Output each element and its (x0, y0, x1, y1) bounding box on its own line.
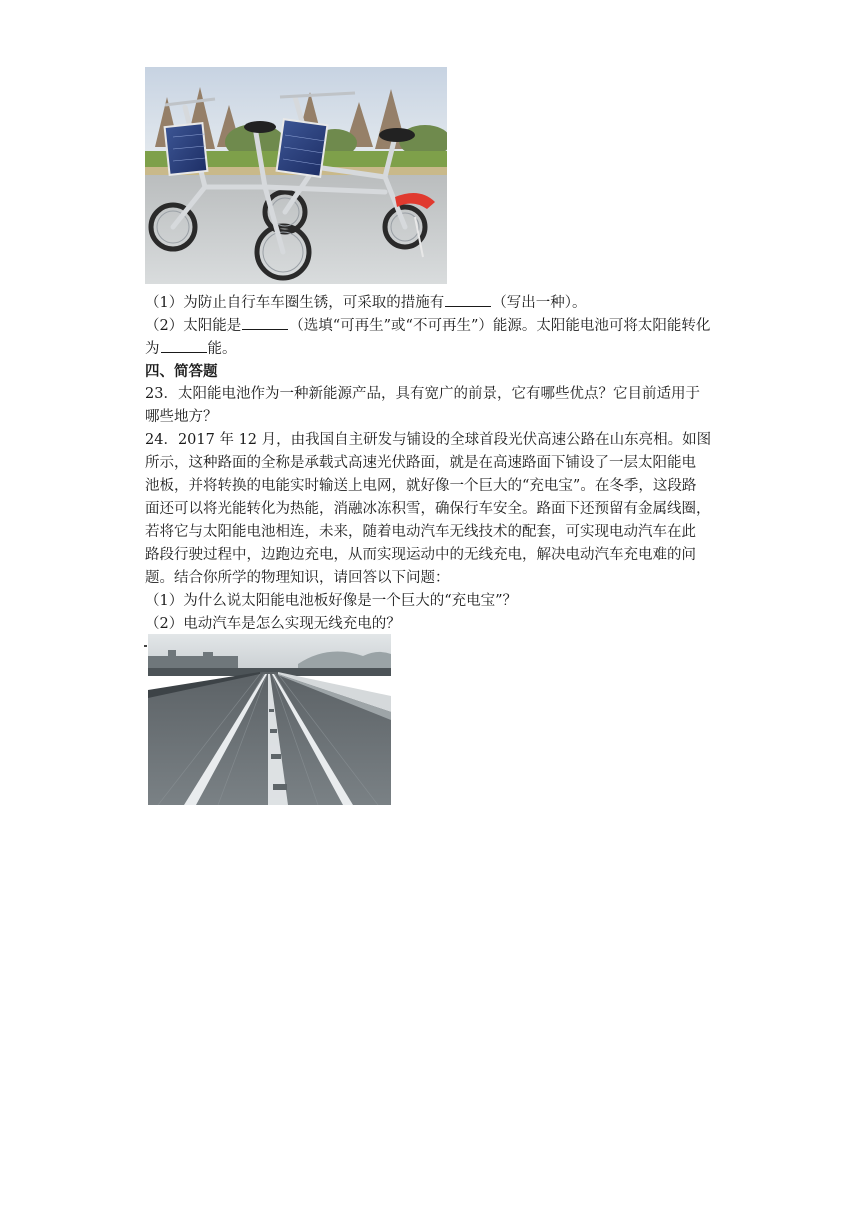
q24-line-4: 面还可以将光能转化为热能，消融冰冻积雪，确保行车安全。路面下还预留有金属线圈， (145, 501, 711, 517)
q24-line-2: 所示，这种路面的全称是承载式高速光伏路面，就是在高速路面下铺设了一层太阳能电 (145, 455, 696, 471)
q24-line-3: 池板，并将转换的电能实时输送上电网，就好像一个巨大的“充电宝”。在冬季，这段路 (145, 478, 697, 494)
q22-part2-text: （2）太阳能是 (145, 318, 242, 334)
answer-blank[interactable] (445, 291, 491, 307)
q23-line-1: 23．太阳能电池作为一种新能源产品，具有宽广的前景，它有哪些优点？它目前适用于 (145, 386, 700, 402)
q24-line-6: 路段行驶过程中，边跑边充电，从而实现运动中的无线充电，解决电动汽车充电难的问 (145, 547, 696, 563)
question-22-block (145, 291, 725, 636)
q24-sub-question-1: （1）为什么说太阳能电池板好像是一个巨大的“充电宝”？ (145, 593, 518, 609)
section-title: 四、简答题 (145, 363, 218, 380)
question-22-part-2 (145, 314, 725, 337)
margin-mark (144, 645, 147, 647)
q24-line-1: 24．2017 年 12 月，由我国自主研发与铺设的全球首段光伏高速公路在山东亮相。如图 (145, 432, 712, 448)
question-22-part-2-cont (145, 337, 725, 360)
solar-bicycles-illustration (145, 67, 447, 284)
q22-part2-line2-prefix: 为 (145, 341, 160, 357)
answer-blank[interactable] (161, 337, 207, 353)
q24-line-5: 若将它与太阳能电池相连，未来，随着电动汽车无线技术的配套，可实现电动汽车在此 (145, 524, 696, 540)
answer-blank[interactable] (242, 314, 288, 330)
q22-part1-suffix: （写出一种）。 (492, 295, 587, 311)
solar-highway-illustration (148, 634, 391, 805)
solar-highway-photo (148, 634, 391, 805)
q22-part2-middle: （选填“可再生”或“不可再生”）能源。太阳能电池可将太阳能转化 (289, 318, 711, 334)
q24-sub-question-2: （2）电动汽车是怎么实现无线充电的？ (145, 616, 401, 632)
solar-bicycles-photo (145, 67, 447, 284)
q22-part2-line2-suffix: 能。 (207, 341, 237, 357)
q22-part1-text: （1）为防止自行车车圈生锈，可采取的措施有 (145, 295, 445, 311)
question-22-part-1 (145, 291, 725, 314)
q24-line-7: 题。结合你所学的物理知识，请回答以下问题： (145, 570, 450, 586)
q23-line-2: 哪些地方？ (145, 409, 218, 425)
